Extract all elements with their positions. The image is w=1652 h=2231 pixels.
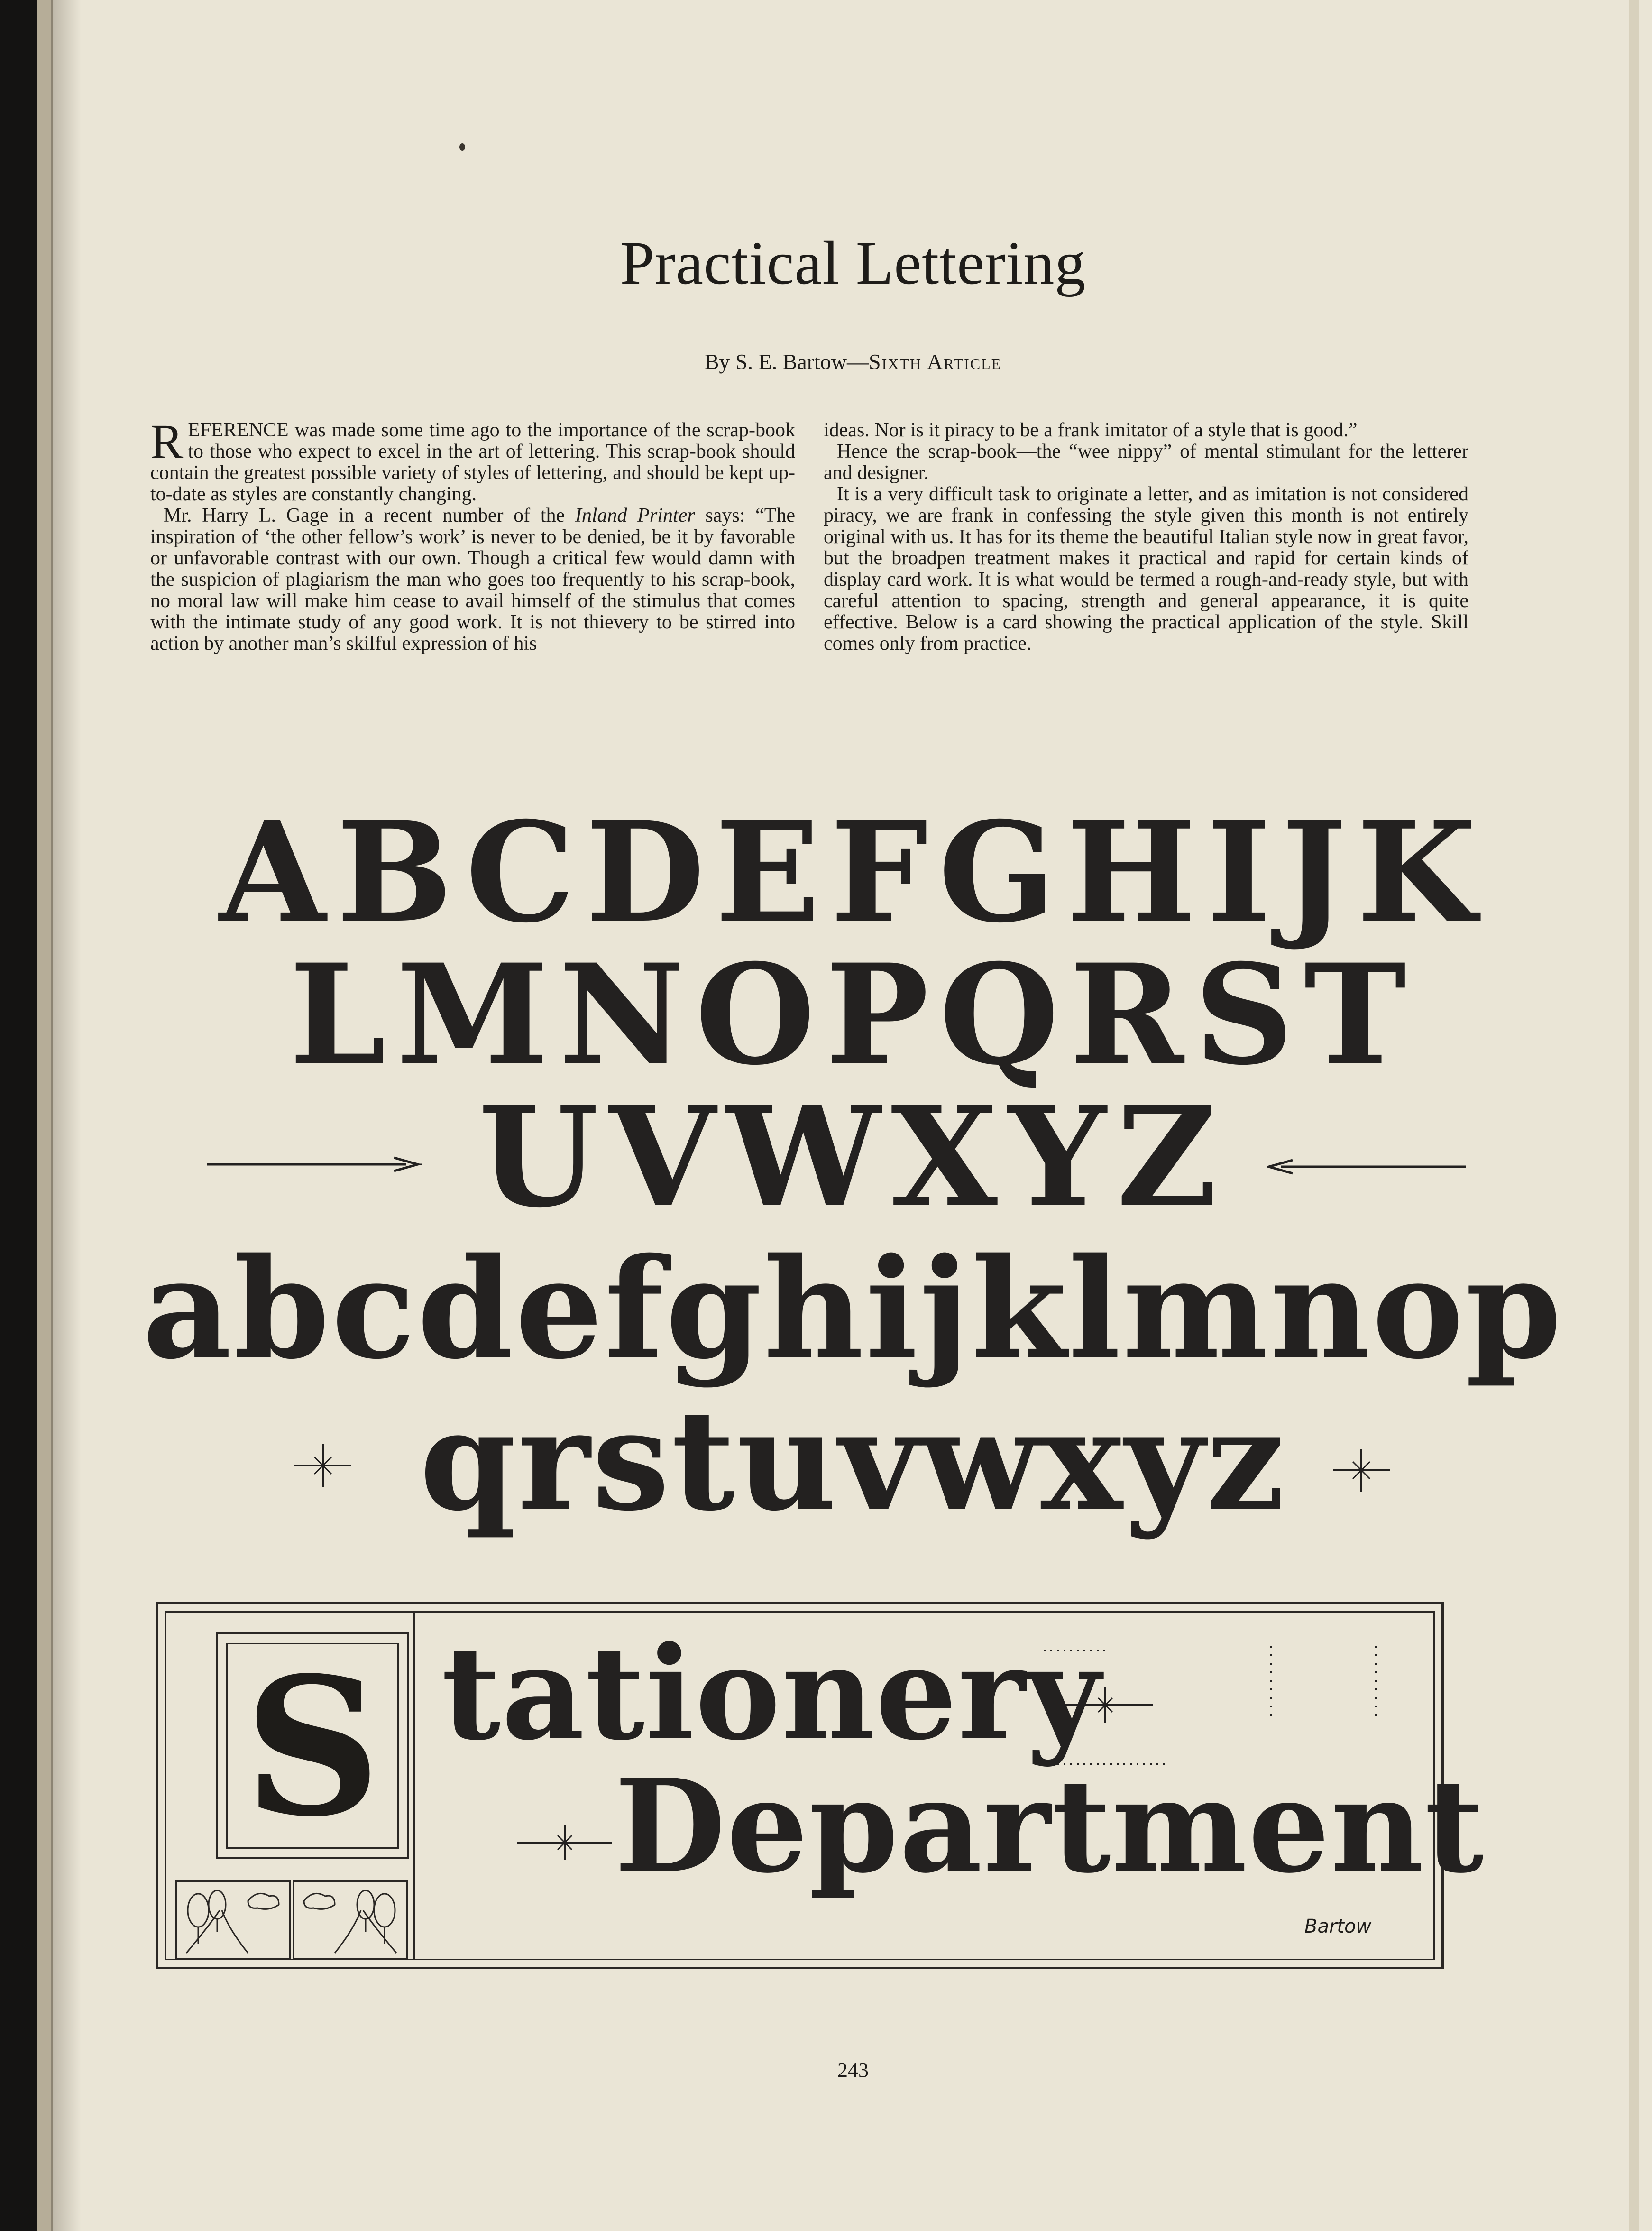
- facing-page-edge: [37, 0, 51, 2231]
- drop-cap: R: [150, 415, 184, 469]
- scan-background-strip: [0, 0, 37, 2231]
- paragraph-quote-text: says: “The inspiration of ‘the other fellow’s work’ is never to be denied, be it by favorable or unfavorable contrast with our own. Though a critical few would damn with the suspicion of plagiarism the man who goes too frequently to his scrap-book, no moral law will make him cease to avail himself of the stimulus that comes with the intimate study of any good work. It is not thievery to be stirred into action by another man’s skilful expression of his: [150, 505, 795, 655]
- alphabet-upper-row-2: LMNOPQRST: [289, 934, 1417, 1096]
- paragraph-intro: [150, 415, 795, 505]
- arrow-left-ornament: [1267, 1157, 1466, 1176]
- paragraph-scrapbook: Hence the scrap-book—the “wee nippy” of mental stimulant for the letterer and designer.: [824, 441, 1468, 484]
- alphabet-upper-row-3: UVWXYZ: [478, 1077, 1228, 1238]
- card-word-stationery: tationery: [441, 1618, 1102, 1769]
- alphabet-upper-row-1: ABCDEFGHIJK: [219, 792, 1487, 953]
- paragraph-intro-text: EFERENCE was made some time ago to the importance of the scrap-book to those who expect to excel in the art of lettering. This scrap-book should contain the greatest possible variety of styles of lettering, and should be kept up-to-date as styles are constantly changing.: [150, 419, 795, 505]
- ink-dot-mark: [459, 143, 465, 151]
- text-column-left: [150, 415, 795, 655]
- monogram-frame: [216, 1632, 409, 1859]
- byline-series: Sixth Article: [869, 350, 1002, 374]
- magazine-page: [51, 0, 1652, 2231]
- signature-text: Bartow: [1304, 1916, 1372, 1937]
- tree-landscape-icon: [175, 1880, 291, 1960]
- article-byline: [53, 349, 1652, 375]
- byline-author: By S. E. Bartow—: [704, 350, 869, 374]
- star-ornament-icon: [1333, 1442, 1390, 1499]
- card-ornament-panel: [166, 1613, 415, 1959]
- paragraph-style: It is a very difficult task to originate a letter, and as imitation is not considered piracy, we are frank in confessing the style given this month is not entirely original with us. It has for its theme the beautiful Italian style now in great favor, but the broadpen treatment makes it practical and rapid for certain kinds of display card work. It is what would be termed a rough-and-ready style, but with careful attention to spacing, strength and general appearance, it is quite effective. Below is a card showing the practical application of the style. Skill comes only from practice.: [824, 483, 1468, 655]
- alphabet-lower-row-1: abcdefghijklmnop: [142, 1228, 1564, 1390]
- monogram-inner-frame: [226, 1636, 399, 1859]
- article-title: Practical Lettering: [620, 229, 1086, 297]
- artist-signature: [1304, 1912, 1447, 1945]
- text-column-right: [824, 420, 1468, 655]
- paragraph-quote: [150, 505, 795, 655]
- card-word-department: Department: [615, 1751, 1485, 1901]
- paragraph-continued: ideas. Nor is it piracy to be a frank imitator of a style that is good.”: [824, 419, 1358, 441]
- stationery-card-example: [156, 1602, 1485, 1969]
- monogram-letter: S: [244, 1636, 381, 1859]
- alphabet-lower-row-2: qrstuvwxyz: [420, 1380, 1286, 1541]
- card-inner-border: [165, 1611, 1485, 1960]
- tree-landscape-icon: [293, 1880, 408, 1960]
- publication-name: Inland Printer: [575, 505, 695, 526]
- paragraph-quote-lead: Mr. Harry L. Gage in a recent number of the: [164, 505, 575, 526]
- dotted-guide-lines: [1025, 1646, 1428, 1788]
- page-number: 243: [837, 2058, 869, 2082]
- star-ornament-icon: [517, 1821, 612, 1864]
